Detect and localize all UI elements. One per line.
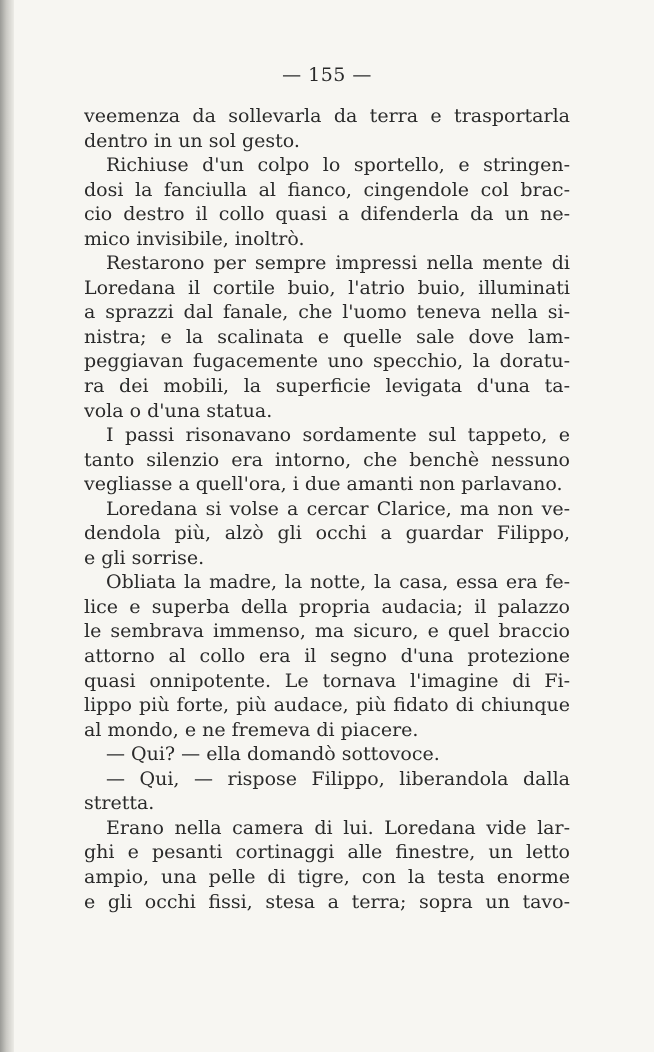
- text-line: I passi risonavano sordamente sul tappeto, e: [106, 424, 570, 447]
- text-line: ampio, una pelle di tigre, con la testa enorme: [84, 865, 570, 888]
- page-number: — 155 —: [282, 64, 372, 86]
- text-line: nistra; e la scalinata e quelle sale dove lam-: [84, 325, 570, 348]
- paragraph: [84, 742, 570, 767]
- text-line: Loredana il cortile buio, l'atrio buio, illuminati: [84, 276, 570, 299]
- text-line: Restarono per sempre impressi nella mente di: [106, 252, 570, 275]
- text-line: mico invisibile, inoltrò.: [84, 227, 305, 250]
- text-line: a sprazzi dal fanale, che l'uomo teneva nella si-: [84, 301, 570, 324]
- paragraph: [84, 423, 570, 497]
- text-line: peggiavan fugacemente uno specchio, la doratu-: [84, 350, 570, 373]
- paragraph: [84, 816, 570, 914]
- text-line: lippo più forte, più audace, più fidato di chiunque: [84, 694, 570, 717]
- text-line: e gli sorrise.: [84, 546, 205, 569]
- text-body: [84, 104, 570, 914]
- text-line: — Qui? — ella domandò sottovoce.: [106, 743, 440, 766]
- text-line: Richiuse d'un colpo lo sportello, e stringen-: [106, 154, 570, 177]
- paragraph: [84, 497, 570, 571]
- text-line: vola o d'una statua.: [84, 399, 273, 422]
- text-line: veemenza da sollevarla da terra e trasportarla: [84, 105, 570, 127]
- text-line: ghi e pesanti cortinaggi alle finestre, un letto: [84, 841, 570, 864]
- paragraph: [84, 251, 570, 423]
- text-line: Obliata la madre, la notte, la casa, essa era fe-: [106, 571, 570, 594]
- text-line: dosi la fanciulla al fianco, cingendole col brac-: [84, 178, 570, 201]
- text-line: le sembrava immenso, ma sicuro, e quel braccio: [84, 620, 570, 643]
- text-line: dentro in un sol gesto.: [84, 129, 300, 152]
- text-line: al mondo, e ne fremeva di piacere.: [84, 718, 419, 741]
- text-line: stretta.: [84, 792, 155, 815]
- text-line: dendola più, alzò gli occhi a guardar Filippo,: [84, 522, 570, 545]
- text-line: Loredana si volse a cercar Clarice, ma non ve-: [106, 497, 570, 520]
- text-line: Erano nella camera di lui. Loredana vide lar-: [106, 816, 570, 839]
- paragraph: [84, 104, 570, 153]
- book-binding-edge: [0, 0, 14, 1052]
- text-line: lice e superba della propria audacia; il palazzo: [84, 595, 570, 618]
- paragraph: [84, 767, 570, 816]
- text-line: attorno al collo era il segno d'una protezione: [84, 645, 570, 668]
- text-line: — Qui, — rispose Filippo, liberandola dalla: [106, 767, 570, 790]
- book-page: [84, 60, 570, 914]
- text-line: ra dei mobili, la superficie levigata d'una ta-: [84, 375, 570, 398]
- paragraph: [84, 570, 570, 742]
- text-line: quasi onnipotente. Le tornava l'imagine di Fi-: [84, 669, 570, 692]
- text-line: vegliasse a quell'ora, i due amanti non parlavano.: [84, 473, 563, 496]
- text-line: tanto silenzio era intorno, che benchè nessuno: [84, 448, 570, 471]
- paragraph: [84, 153, 570, 251]
- text-line: cio destro il collo quasi a difenderla da un ne-: [84, 203, 570, 226]
- text-line: e gli occhi fissi, stesa a terra; sopra un tavo-: [84, 890, 570, 913]
